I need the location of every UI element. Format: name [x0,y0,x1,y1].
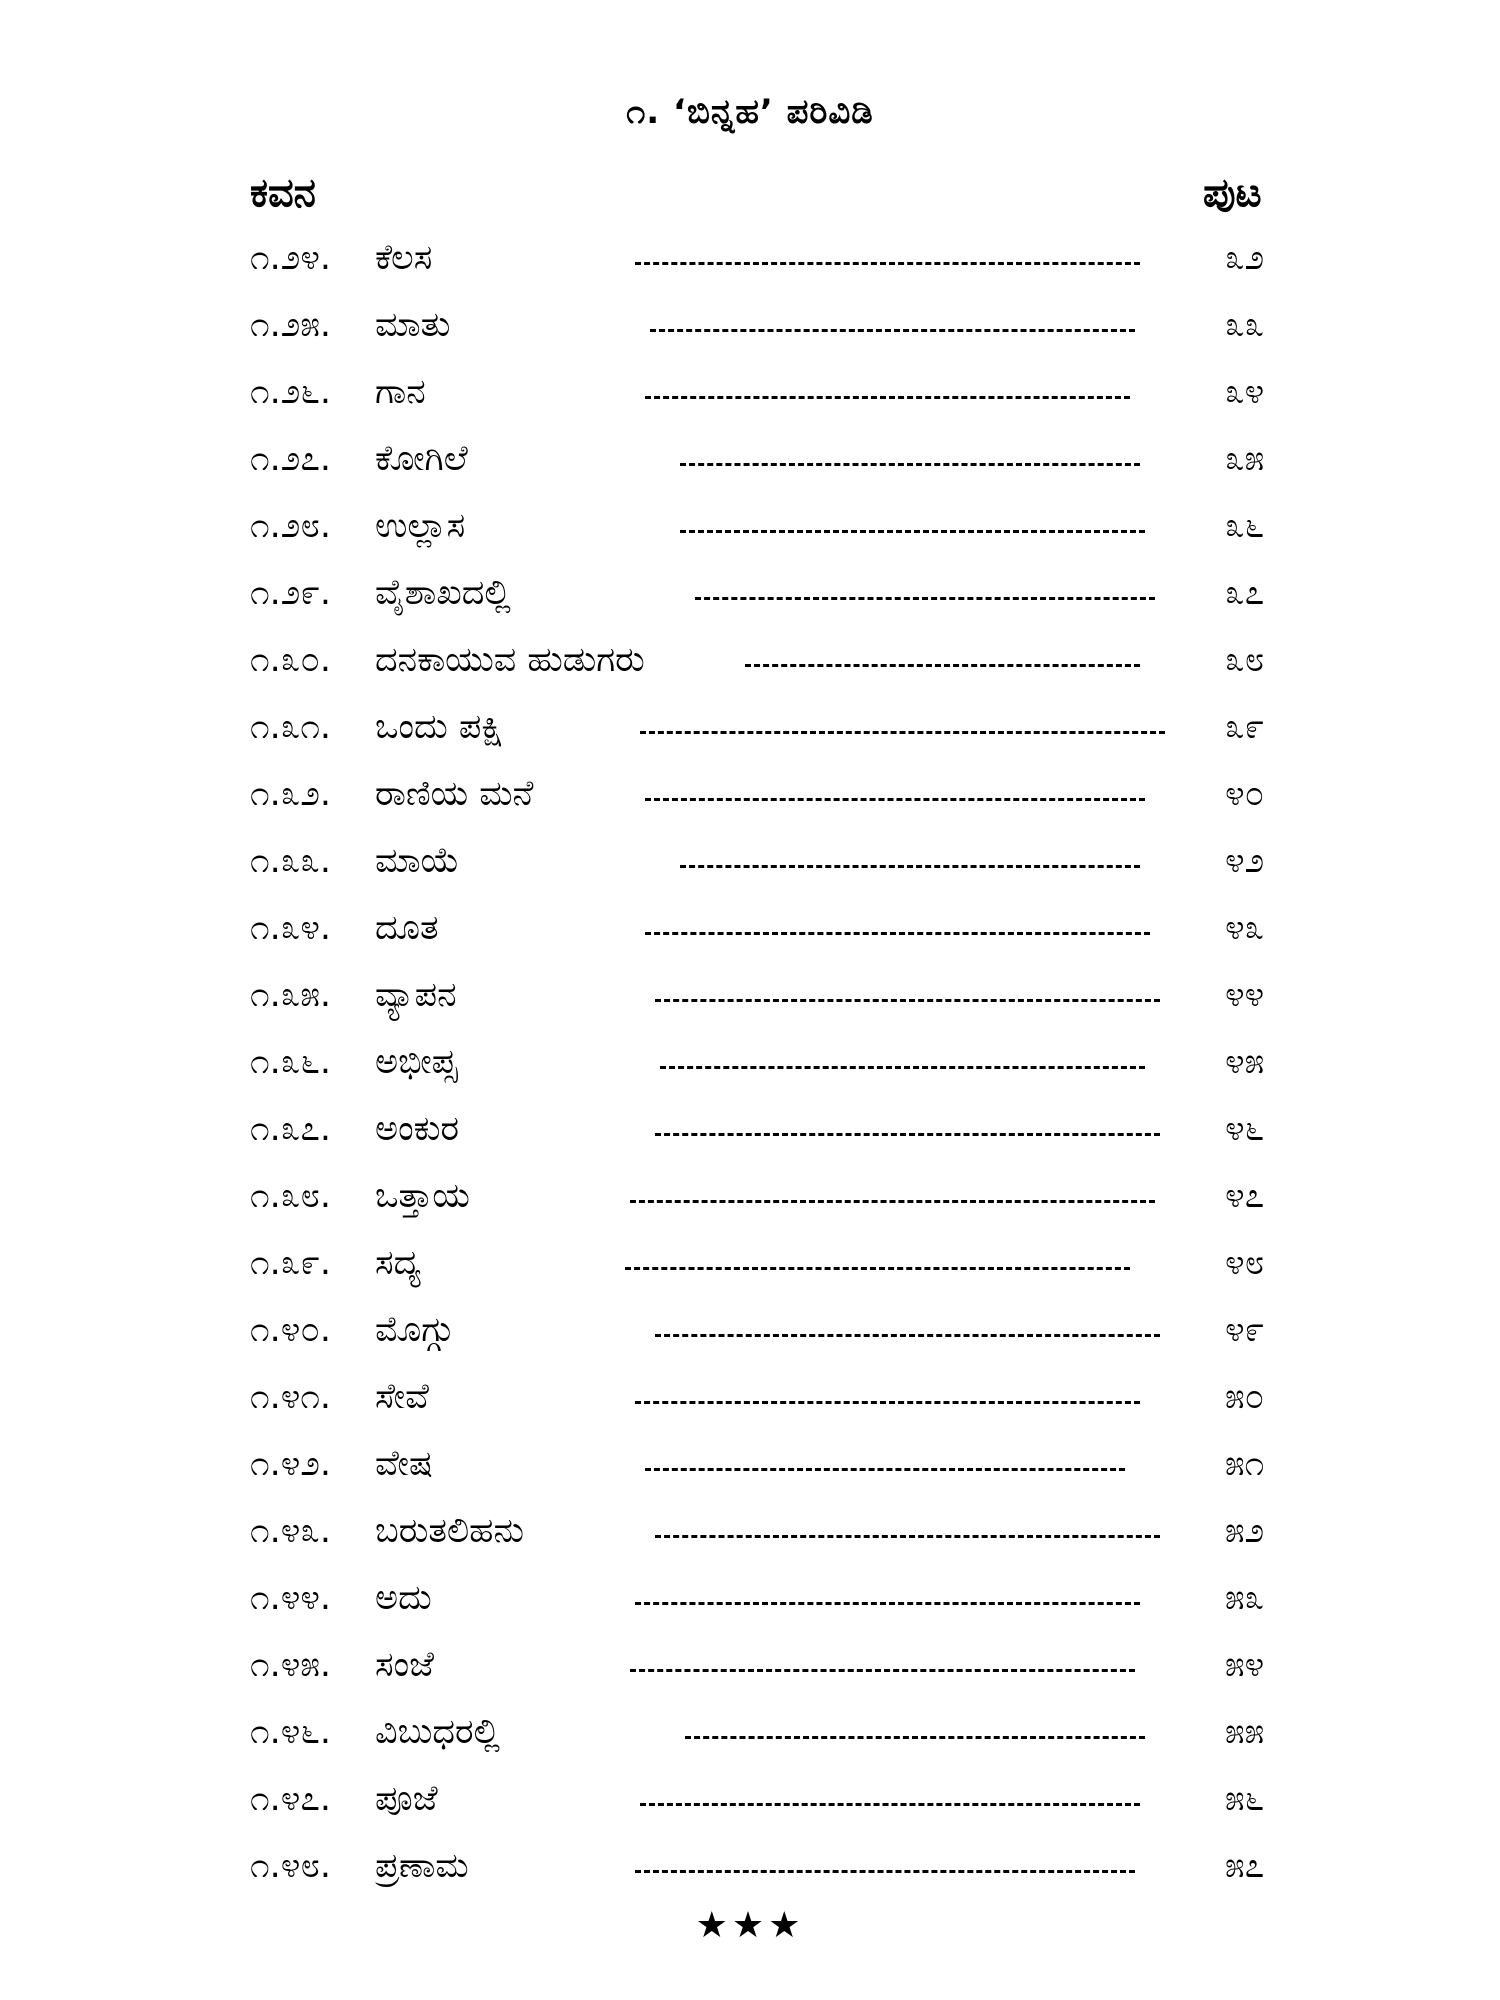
entry-title: ಗಾನ [375,372,426,412]
entry-number: ೧.೩೪. [250,908,332,948]
dotted-leader [630,1669,1135,1672]
dotted-leader [655,1535,1160,1538]
entry-number: ೧.೩೨. [250,774,332,814]
entry-number: ೧.೨೫. [250,305,332,345]
table-of-contents [0,238,1500,1913]
toc-entry [0,1645,1500,1712]
dotted-leader [645,798,1145,801]
entry-page-number: ೫೨ [1225,1511,1265,1551]
toc-entry [0,573,1500,640]
entry-page-number: ೩೭ [1225,573,1265,613]
page-column-header: ಪುಟ [1203,170,1262,216]
toc-entry [0,1243,1500,1310]
entry-page-number: ೫೭ [1225,1846,1265,1886]
entry-number: ೧.೩೯. [250,1243,332,1283]
entry-page-number: ೪೪ [1225,975,1265,1015]
entry-number: ೧.೪೪. [250,1578,332,1618]
entry-number: ೧.೪೧. [250,1377,332,1417]
entry-title: ಒಂದು ಪಕ್ಷಿ [375,707,504,747]
dotted-leader [680,865,1140,868]
dotted-leader [695,597,1155,600]
toc-entry [0,1310,1500,1377]
entry-title: ವೇಷ [375,1444,433,1484]
entry-number: ೧.೩೮. [250,1176,332,1216]
entry-title: ವಿಬುಧರಲ್ಲಿ [375,1712,500,1752]
dotted-leader [635,1401,1140,1404]
toc-entry [0,1444,1500,1511]
entry-number: ೧.೪೮. [250,1846,332,1886]
entry-number: ೧.೪೫. [250,1645,332,1685]
dotted-leader [655,999,1160,1002]
entry-title: ಸೇವೆ [375,1377,429,1417]
dotted-leader [645,1468,1125,1471]
entry-number: ೧.೩೫. [250,975,332,1015]
entry-number: ೧.೪೭. [250,1779,332,1819]
dotted-leader [630,1200,1155,1203]
entry-page-number: ೩೨ [1225,238,1265,278]
entry-title: ಅಭೀಪ್ಸ [375,1042,458,1082]
entry-title: ಮಾಯೆ [375,841,460,881]
entry-page-number: ೪೦ [1225,774,1265,814]
toc-entry [0,640,1500,707]
entry-page-number: ೫೫ [1225,1712,1265,1752]
toc-entry [0,1042,1500,1109]
entry-title: ರಾಣಿಯ ಮನೆ [375,774,534,814]
entry-page-number: ೫೪ [1225,1645,1265,1685]
toc-entry [0,1712,1500,1779]
end-marker-stars: ★★★ [695,1905,805,1946]
entry-number: ೧.೨೮. [250,506,332,546]
entry-page-number: ೪೨ [1225,841,1265,881]
entry-title: ಬರುತಲಿಹನು [375,1511,525,1551]
dotted-leader [635,1602,1140,1605]
toc-entry [0,372,1500,439]
dotted-leader [640,1803,1140,1806]
toc-entry [0,1109,1500,1176]
entry-page-number: ೪೭ [1225,1176,1265,1216]
dotted-leader [650,329,1135,332]
entry-title: ದನಕಾಯುವ ಹುಡುಗರು [375,640,645,680]
entry-number: ೧.೨೬. [250,372,332,412]
toc-entry [0,1578,1500,1645]
entry-title: ಸದ್ಯ [375,1243,422,1283]
entry-page-number: ೪೩ [1225,908,1265,948]
entry-page-number: ೩೪ [1225,372,1265,412]
toc-entry [0,439,1500,506]
entry-title: ಉಲ್ಲಾಸ [375,506,466,546]
dotted-leader [685,1736,1145,1739]
entry-number: ೧.೪೦. [250,1310,332,1350]
entry-title: ವೈಶಾಖದಲ್ಲಿ [375,573,511,613]
toc-entry [0,774,1500,841]
entry-number: ೧.೩೭. [250,1109,332,1149]
toc-entry [0,975,1500,1042]
toc-entry [0,1511,1500,1578]
entry-page-number: ೩೮ [1225,640,1265,680]
entry-page-number: ೩೬ [1225,506,1265,546]
toc-entry [0,1846,1500,1913]
entry-number: ೧.೩೧. [250,707,332,747]
entry-page-number: ೫೬ [1225,1779,1265,1819]
page-title: ೧. ‘ಬಿನ್ನಹ’ ಪರಿವಿಡಿ [626,92,874,132]
dotted-leader [680,463,1140,466]
entry-title: ಪೂಜೆ [375,1779,438,1819]
entry-title: ಮೊಗ್ಗು [375,1310,454,1350]
toc-entry [0,1779,1500,1846]
entry-title: ವ್ಯಾಪನ [375,975,457,1015]
entry-number: ೧.೩೬. [250,1042,332,1082]
entry-number: ೧.೪೨. [250,1444,332,1484]
toc-entry [0,908,1500,975]
toc-entry [0,707,1500,774]
toc-entry [0,506,1500,573]
dotted-leader [645,396,1130,399]
entry-page-number: ೩೩ [1225,305,1265,345]
dotted-leader [635,262,1140,265]
entry-page-number: ೪೫ [1225,1042,1265,1082]
entry-page-number: ೪೮ [1225,1243,1265,1283]
entry-number: ೧.೪೬. [250,1712,332,1752]
entry-title: ಪ್ರಣಾಮ [375,1846,469,1886]
entry-page-number: ೫೩ [1225,1578,1265,1618]
dotted-leader [640,731,1165,734]
entry-number: ೧.೨೯. [250,573,332,613]
toc-entry [0,1377,1500,1444]
entry-number: ೧.೨೪. [250,238,332,278]
entry-number: ೧.೨೭. [250,439,332,479]
toc-entry [0,305,1500,372]
entry-title: ಅಂಕುರ [375,1109,459,1149]
toc-entry [0,841,1500,908]
dotted-leader [680,530,1145,533]
dotted-leader [660,1066,1145,1069]
poem-column-header: ಕವನ [250,170,316,216]
entry-title: ಮಾತು [375,305,451,345]
entry-title: ದೂತ [375,908,439,948]
entry-title: ಅದು [375,1578,432,1618]
toc-entry [0,238,1500,305]
entry-page-number: ೫೦ [1225,1377,1265,1417]
entry-page-number: ೪೬ [1225,1109,1265,1149]
entry-number: ೧.೩೦. [250,640,332,680]
dotted-leader [645,932,1150,935]
entry-title: ಒತ್ತಾಯ [375,1176,470,1216]
entry-page-number: ೩೯ [1225,707,1265,747]
entry-page-number: ೪೯ [1225,1310,1265,1350]
dotted-leader [655,1133,1160,1136]
entry-number: ೧.೩೩. [250,841,332,881]
entry-title: ಕೆಲಸ [375,238,433,278]
dotted-leader [625,1267,1130,1270]
entry-number: ೧.೪೩. [250,1511,332,1551]
dotted-leader [745,664,1140,667]
dotted-leader [635,1870,1135,1873]
entry-title: ಸಂಜೆ [375,1645,435,1685]
entry-title: ಕೋಗಿಲೆ [375,439,468,479]
toc-entry [0,1176,1500,1243]
entry-page-number: ೩೫ [1225,439,1265,479]
dotted-leader [655,1334,1160,1337]
entry-page-number: ೫೧ [1225,1444,1265,1484]
